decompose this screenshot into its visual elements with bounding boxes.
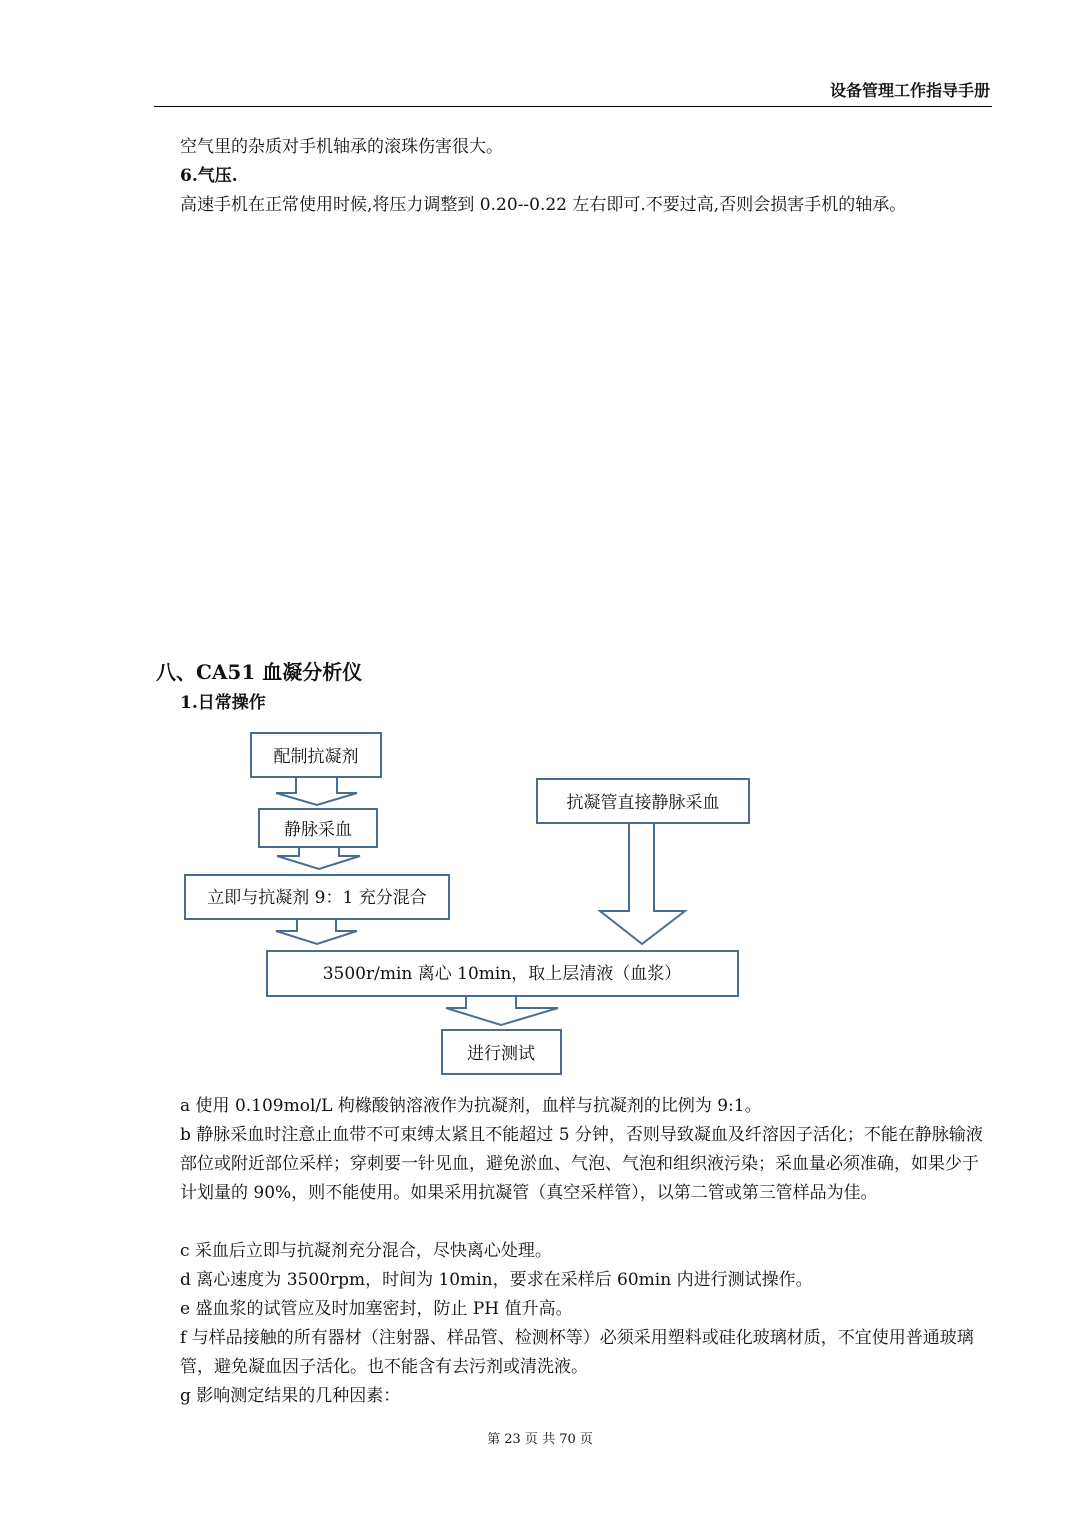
section-title: 八、CA51 血凝分析仪 — [156, 660, 363, 684]
flow-label-mix: 立即与抗凝剂 9：1 充分混合 — [207, 888, 427, 908]
note-g: g 影响测定结果的几种因素： — [180, 1386, 401, 1406]
flow-arrow-4 — [600, 823, 685, 944]
intro-line: 空气里的杂质对手机轴承的滚珠伤害很大。 — [180, 137, 503, 157]
item6-text: 高速手机在正常使用时候,将压力调整到 0.20--0.22 左右即可.不要过高,否则会损害手机的轴承。 — [180, 195, 907, 215]
note-e: e 盛血浆的试管应及时加塞密封，防止 PH 值升高。 — [180, 1299, 573, 1319]
note-a: a 使用 0.109mol/L 枸橼酸钠溶液作为抗凝剂，血样与抗凝剂的比例为 9:1。 — [180, 1096, 762, 1116]
flow-arrow-3 — [276, 919, 357, 944]
header-title: 设备管理工作指导手册 — [829, 81, 990, 100]
note-c: c 采血后立即与抗凝剂充分混合，尽快离心处理。 — [180, 1241, 552, 1261]
flow-arrow-2 — [277, 847, 360, 869]
flow-arrow-5 — [446, 996, 558, 1025]
flow-label-direct: 抗凝管直接静脉采血 — [566, 793, 720, 813]
note-d: d 离心速度为 3500rpm，时间为 10min，要求在采样后 60min 内进行测试操作。 — [180, 1270, 813, 1290]
flow-label-test: 进行测试 — [467, 1044, 535, 1064]
flow-arrow-1 — [276, 777, 357, 805]
item6-title: 6.气压. — [180, 166, 238, 186]
note-b: b 静脉采血时注意止血带不可束缚太紧且不能超过 5 分钟，否则导致凝血及纤溶因子活化；不能在静脉输液部位或附近部位采样；穿刺要一针见血，避免淤血、气泡、气泡和组织液污染；采血量必须准确，如果少于计划量的 90%，则不能使用。如果采用抗凝管（真空采样管），以第二管或第三管样品为佳。 — [180, 1125, 983, 1203]
page-footer: 第 23 页 共 70 页 — [487, 1432, 593, 1447]
section-subtitle: 1.日常操作 — [180, 693, 266, 713]
flow-label-prepare: 配制抗凝剂 — [273, 747, 359, 767]
flow-label-venous: 静脉采血 — [284, 820, 352, 840]
note-f: f 与样品接触的所有器材（注射器、样品管、检测杯等）必须采用塑料或硅化玻璃材质，不宜使用普通玻璃管，避免凝血因子活化。也不能含有去污剂或清洗液。 — [180, 1328, 974, 1377]
flow-label-centrifuge: 3500r/min 离心 10min，取上层清液（血浆） — [322, 964, 682, 984]
